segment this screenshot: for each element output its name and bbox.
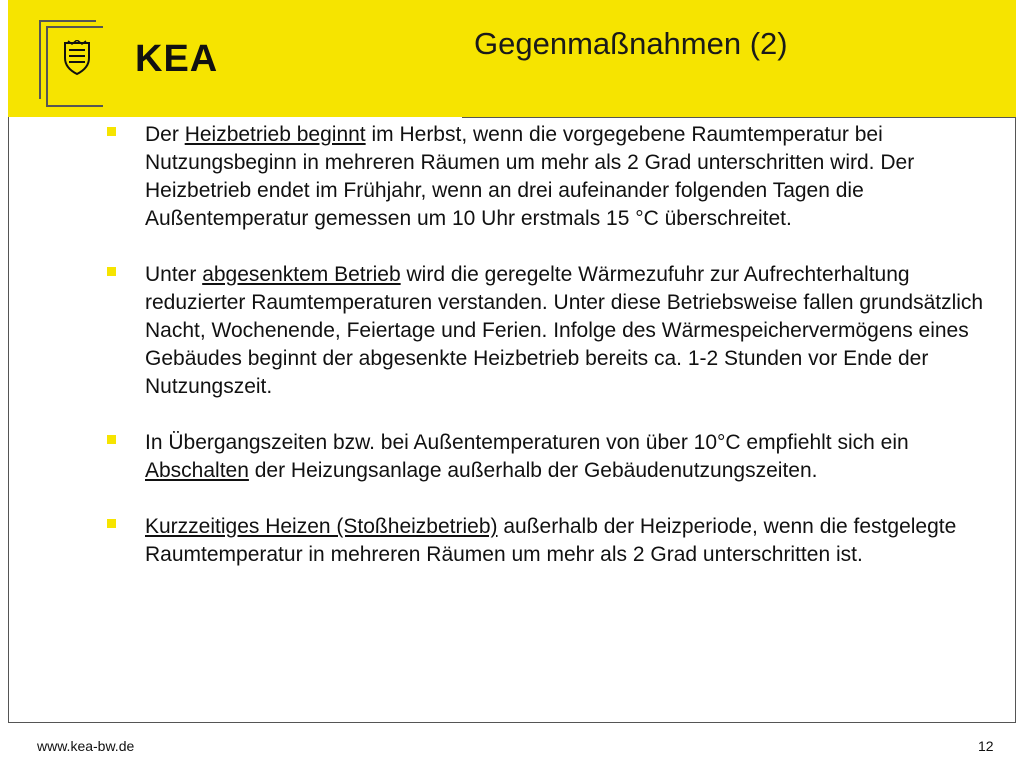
list-item <box>105 513 985 569</box>
bullet-text-pre: Der <box>145 123 185 146</box>
bullet-text-post: der Heizungsanlage außerhalb der Gebäudenutzungszeiten. <box>248 459 818 482</box>
bullet-underlined-term: abgesenktem Betrieb <box>202 263 401 286</box>
bullet-underlined-term: Abschalten <box>145 459 249 482</box>
list-item <box>105 429 985 485</box>
bullet-underlined-term: Kurzzeitiges Heizen (Stoßheizbetrieb) <box>145 515 498 538</box>
bullet-text-post: im Herbst, wenn die vorgegebene Raumtemperatur bei Nutzungsbeginn in mehreren Räumen um mehr als 2 Grad unterschritten wird. Der Heizbetrieb endet im Frühjahr, wenn an drei aufeinander folgenden Tagen die Außentemperatur gemessen um 10 Uhr erstmals 15 °C überschreitet. <box>145 123 915 230</box>
bullet-underlined-term: Heizbetrieb beginnt <box>184 123 366 146</box>
bullet-square-icon <box>107 127 116 136</box>
bullet-square-icon <box>107 519 116 528</box>
bullet-text-post: außerhalb der Heizperiode, wenn die festgelegte Raumtemperatur in mehreren Räumen um mehr als 2 Grad unterschritten ist. <box>145 515 957 566</box>
bullet-text-pre: Unter <box>145 263 203 286</box>
page-title: Gegenmaßnahmen (2) <box>474 26 788 61</box>
page-number: 12 <box>978 738 994 754</box>
bullet-text-pre: In Übergangszeiten bzw. bei Außentemperaturen von über 10°C empfiehlt sich ein <box>145 431 909 454</box>
bullet-square-icon <box>107 435 116 444</box>
coat-of-arms-icon <box>63 40 91 76</box>
list-item <box>105 121 985 233</box>
footer-url: www.kea-bw.de <box>37 738 135 754</box>
bullet-list <box>105 121 985 569</box>
bullet-square-icon <box>107 267 116 276</box>
list-item <box>105 261 985 401</box>
bullet-text-post: wird die geregelte Wärmezufuhr zur Aufrechterhaltung reduzierter Raumtemperaturen verstanden. Unter diese Betriebsweise fallen grundsätzlich Nacht, Wochenende, Feiertage und Ferien. Infolge des Wärmespeichervermögens eines Gebäudes beginnt der abgesenkte Heizbetrieb bereits ca. 1-2 Stunden vor Ende der Nutzungszeit. <box>145 263 984 398</box>
logo-text: KEA <box>135 38 219 80</box>
